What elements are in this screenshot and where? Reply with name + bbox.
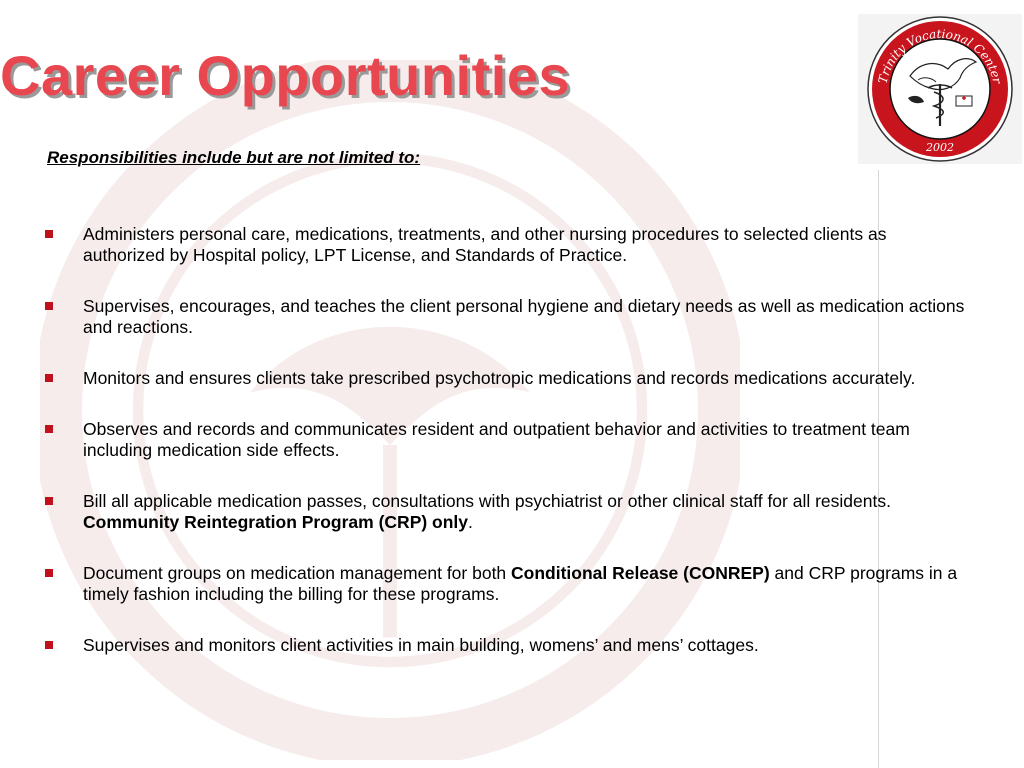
bullet-square-icon (45, 374, 53, 382)
list-item: Observes and records and communicates resident and outpatient behavior and activities to treatment team including medication side effects. (44, 419, 969, 461)
list-item: Supervises, encourages, and teaches the client personal hygiene and dietary needs as well as medication actions and reactions. (44, 296, 969, 338)
list-item: Administers personal care, medications, treatments, and other nursing procedures to selected clients as authorized by Hospital policy, LPT License, and Standards of Practice. (44, 224, 969, 266)
bullet-square-icon (45, 641, 53, 649)
bullet-square-icon (45, 569, 53, 577)
bullet-square-icon (45, 230, 53, 238)
list-item: Bill all applicable medication passes, consultations with psychiatrist or other clinical staff for all residents. Community Reintegration Program (CRP) only. (44, 491, 969, 533)
trinity-vocational-center-logo (858, 14, 1022, 164)
list-item: Document groups on medication management for both Conditional Release (CONREP) and CRP programs in a timely fashion including the billing for these programs. (44, 563, 969, 605)
bullet-square-icon (45, 425, 53, 433)
slide-title: Career Opportunities (0, 44, 571, 107)
conrep-emphasis: Conditional Release (CONREP) (511, 563, 770, 583)
list-item: Monitors and ensures clients take prescribed psychotropic medications and records medications accurately. (44, 368, 969, 389)
logo-year: 2002 (926, 141, 954, 154)
bullet-square-icon (45, 302, 53, 310)
list-item: Supervises and monitors client activities in main building, womens’ and mens’ cottages. (44, 635, 969, 656)
responsibilities-list (44, 224, 969, 686)
crp-only-emphasis: Community Reintegration Program (CRP) only (83, 512, 469, 532)
bullet-square-icon (45, 497, 53, 505)
logo-ring-text: Trinity Vocational Center (875, 26, 1005, 85)
responsibilities-heading: Responsibilities include but are not limited to: (47, 148, 421, 167)
